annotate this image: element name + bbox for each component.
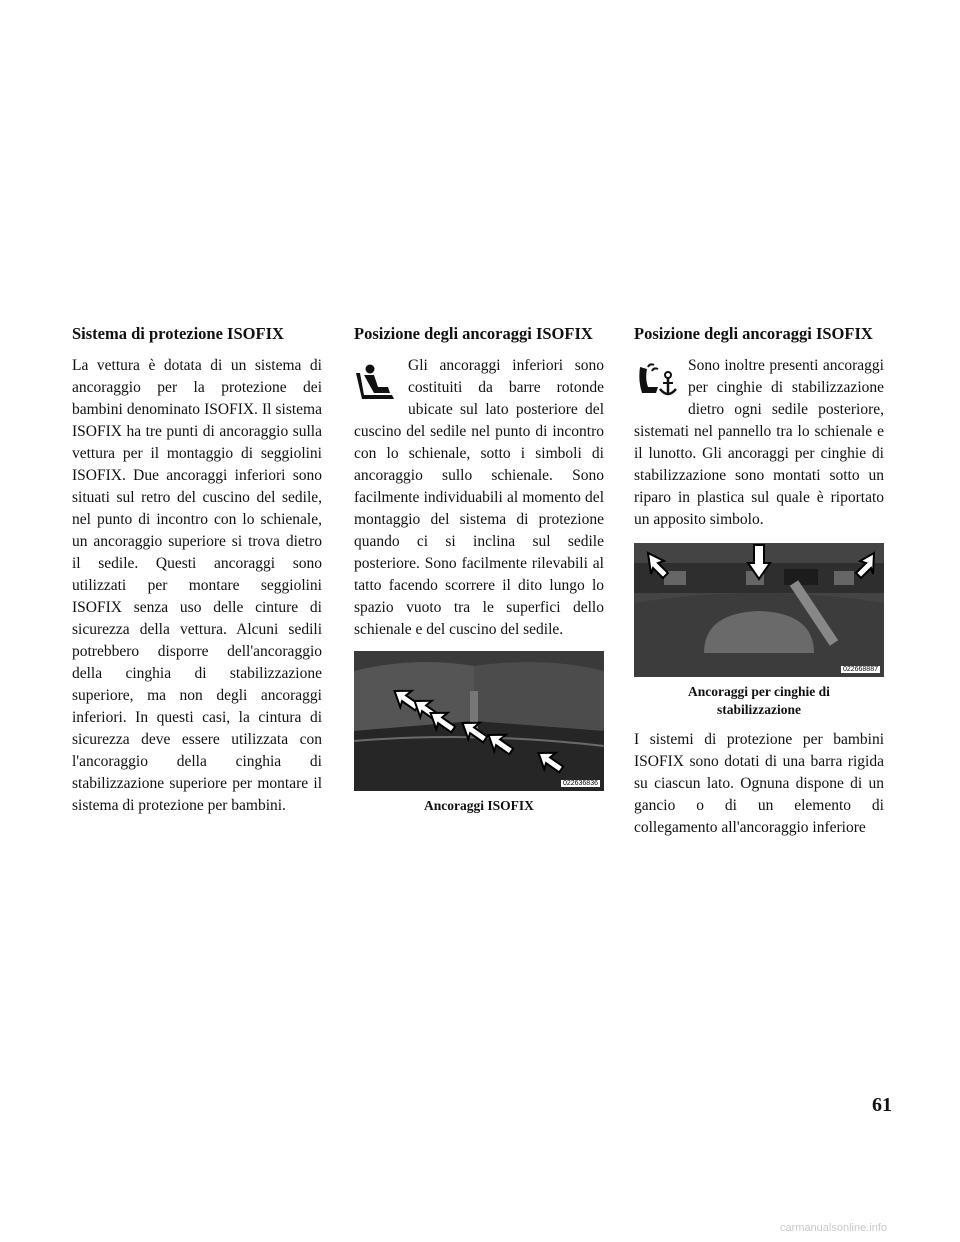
column-1 [72, 322, 322, 817]
isofix-anchors-photo [354, 651, 604, 791]
page-number: 61 [872, 1094, 892, 1116]
isofix-child-seat-icon [354, 359, 400, 405]
section-heading-anchor-position: Posizione degli ancoraggi ISOFIX [354, 324, 593, 343]
figure-code: 022668887 [842, 666, 878, 673]
figure-caption: Ancoraggi ISOFIX [424, 798, 534, 813]
spacer [354, 641, 604, 651]
section-heading-isofix-system: Sistema di protezione ISOFIX [72, 324, 284, 343]
section-heading-tether-position: Posizione degli ancoraggi ISOFIX [634, 324, 873, 343]
figure-caption: Ancoraggi per cinghie di stabilizzazione [688, 684, 830, 717]
tether-anchor-icon [634, 359, 680, 405]
spacer [634, 531, 884, 543]
tether-anchor-paragraph: Sono inoltre presenti ancoraggi per cinghie di stabilizzazione dietro ogni sedile posteriore, sistemati nel pannello tra lo schienale e il lunotto. Gli ancoraggi per cinghie di stabilizzazione sono montati sotto un riparo in plastica sul quale è riportato un apposito simbolo. [634, 357, 884, 528]
figure-code: 022636836 [562, 780, 598, 787]
isofix-system-paragraph: La vettura è dotata di un sistema di ancoraggio per la protezione dei bambini denominato ISOFIX. Il sistema ISOFIX ha tre punti di ancoraggio sulla vettura per il montaggio di seggiolini ISOFIX. Due ancoraggi inferiori sono situati sul retro del cuscino del sedile, nel punto di incontro con lo schienale, un ancoraggio superiore si trova dietro il sedile. Questi ancoraggi sono utilizzati per montare seggiolini ISOFIX senza uso delle cinture di sicurezza della vettura. Alcuni sedili potrebbero disporre dell'ancoraggio della cinghia di stabilizzazione superiore, ma non degli ancoraggi inferiori. In questi casi, la cintura di sicurezza deve essere utilizzata con l'ancoraggio della cinghia di stabilizzazione superiore per montare il sistema di protezione per bambini. [72, 357, 322, 814]
lower-anchor-paragraph: Gli ancoraggi inferiori sono costituiti da barre rotonde ubicate sul lato posteriore del cuscino del sedile nel punto di incontro con lo schienale, sotto i simboli di ancoraggio sullo schienale. Sono facilmente individuabili al momento del montaggio del sistema di protezione quando ci si inclina sul sedile posteriore. Sono facilmente rilevabili al tatto facendo scorrere il dito lungo lo spazio vuoto tra le superfici dello schienale e del cuscino del sedile. [354, 357, 604, 638]
watermark: carmanualsonline.info [780, 1222, 888, 1234]
column-3 [634, 322, 884, 839]
tether-anchors-photo [634, 543, 884, 677]
column-2 [354, 322, 604, 815]
isofix-restraints-paragraph: I sistemi di protezione per bambini ISOFIX sono dotati di una barra rigida su ciascun lato. Ognuna dispone di un gancio o di un elemento di collegamento all'ancoraggio inferiore [634, 731, 884, 836]
